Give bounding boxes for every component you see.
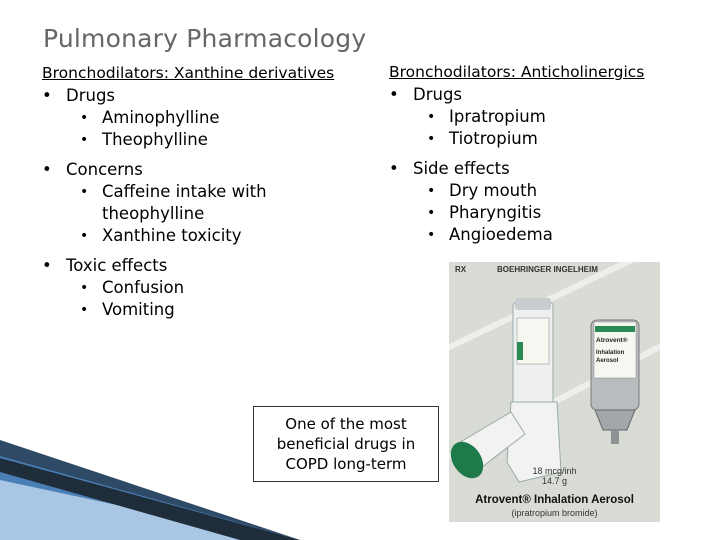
section-label: Drugs [66, 86, 116, 105]
product-header [449, 262, 660, 276]
canister-line-2: Aerosol [596, 358, 619, 364]
anticholinergic-heading: Bronchodilators: Anticholinergics [389, 63, 645, 81]
product-strength [449, 466, 660, 486]
rx-label: RX [455, 265, 467, 274]
callout-text: One of the most beneficial drugs in COPD long-term [276, 415, 416, 473]
product-name: Atrovent® Inhalation Aerosol [475, 494, 634, 506]
list-item: • Tiotropium [413, 128, 689, 150]
list-item: • Confusion [66, 277, 377, 299]
list-item: • Ipratropium [413, 106, 689, 128]
list-item [389, 158, 689, 246]
list-item [42, 85, 377, 151]
list-item: • Angioedema [413, 224, 689, 246]
anticholinergic-list [389, 84, 689, 246]
xanthine-list [42, 85, 377, 321]
list-item: • Aminophylline [66, 107, 377, 129]
list-item [42, 255, 377, 321]
section-label: Side effects [413, 159, 510, 178]
slide-title: Pulmonary Pharmacology [43, 24, 367, 53]
canister-line-1: Inhalation [596, 350, 625, 356]
section-label: Toxic effects [66, 256, 168, 275]
anticholinergic-column [389, 61, 689, 254]
canister-brand: Atrovent® [596, 337, 628, 344]
section-label: Concerns [66, 160, 143, 179]
list-item: • Theophylline [66, 129, 377, 151]
strength-line-2: 14.7 g [541, 476, 568, 486]
list-item: • Xanthine toxicity [66, 225, 377, 247]
list-item: • Caffeine intake with theophylline [66, 181, 312, 225]
xanthine-heading: Bronchodilators: Xanthine derivatives [42, 64, 335, 82]
list-item: • Pharyngitis [413, 202, 689, 224]
callout-box [253, 406, 439, 482]
list-item: • Vomiting [66, 299, 377, 321]
list-item [42, 159, 377, 247]
atrovent-product-image [449, 262, 660, 522]
section-label: Drugs [413, 85, 463, 104]
inhaler-illustration [449, 262, 660, 492]
manufacturer-label: BOEHRINGER INGELHEIM [497, 265, 598, 274]
list-item [389, 84, 689, 150]
product-generic-name: (ipratropium bromide) [511, 508, 598, 518]
list-item: • Dry mouth [413, 180, 689, 202]
xanthine-column [42, 62, 377, 329]
strength-line-1: 18 mcg/inh [532, 466, 577, 476]
